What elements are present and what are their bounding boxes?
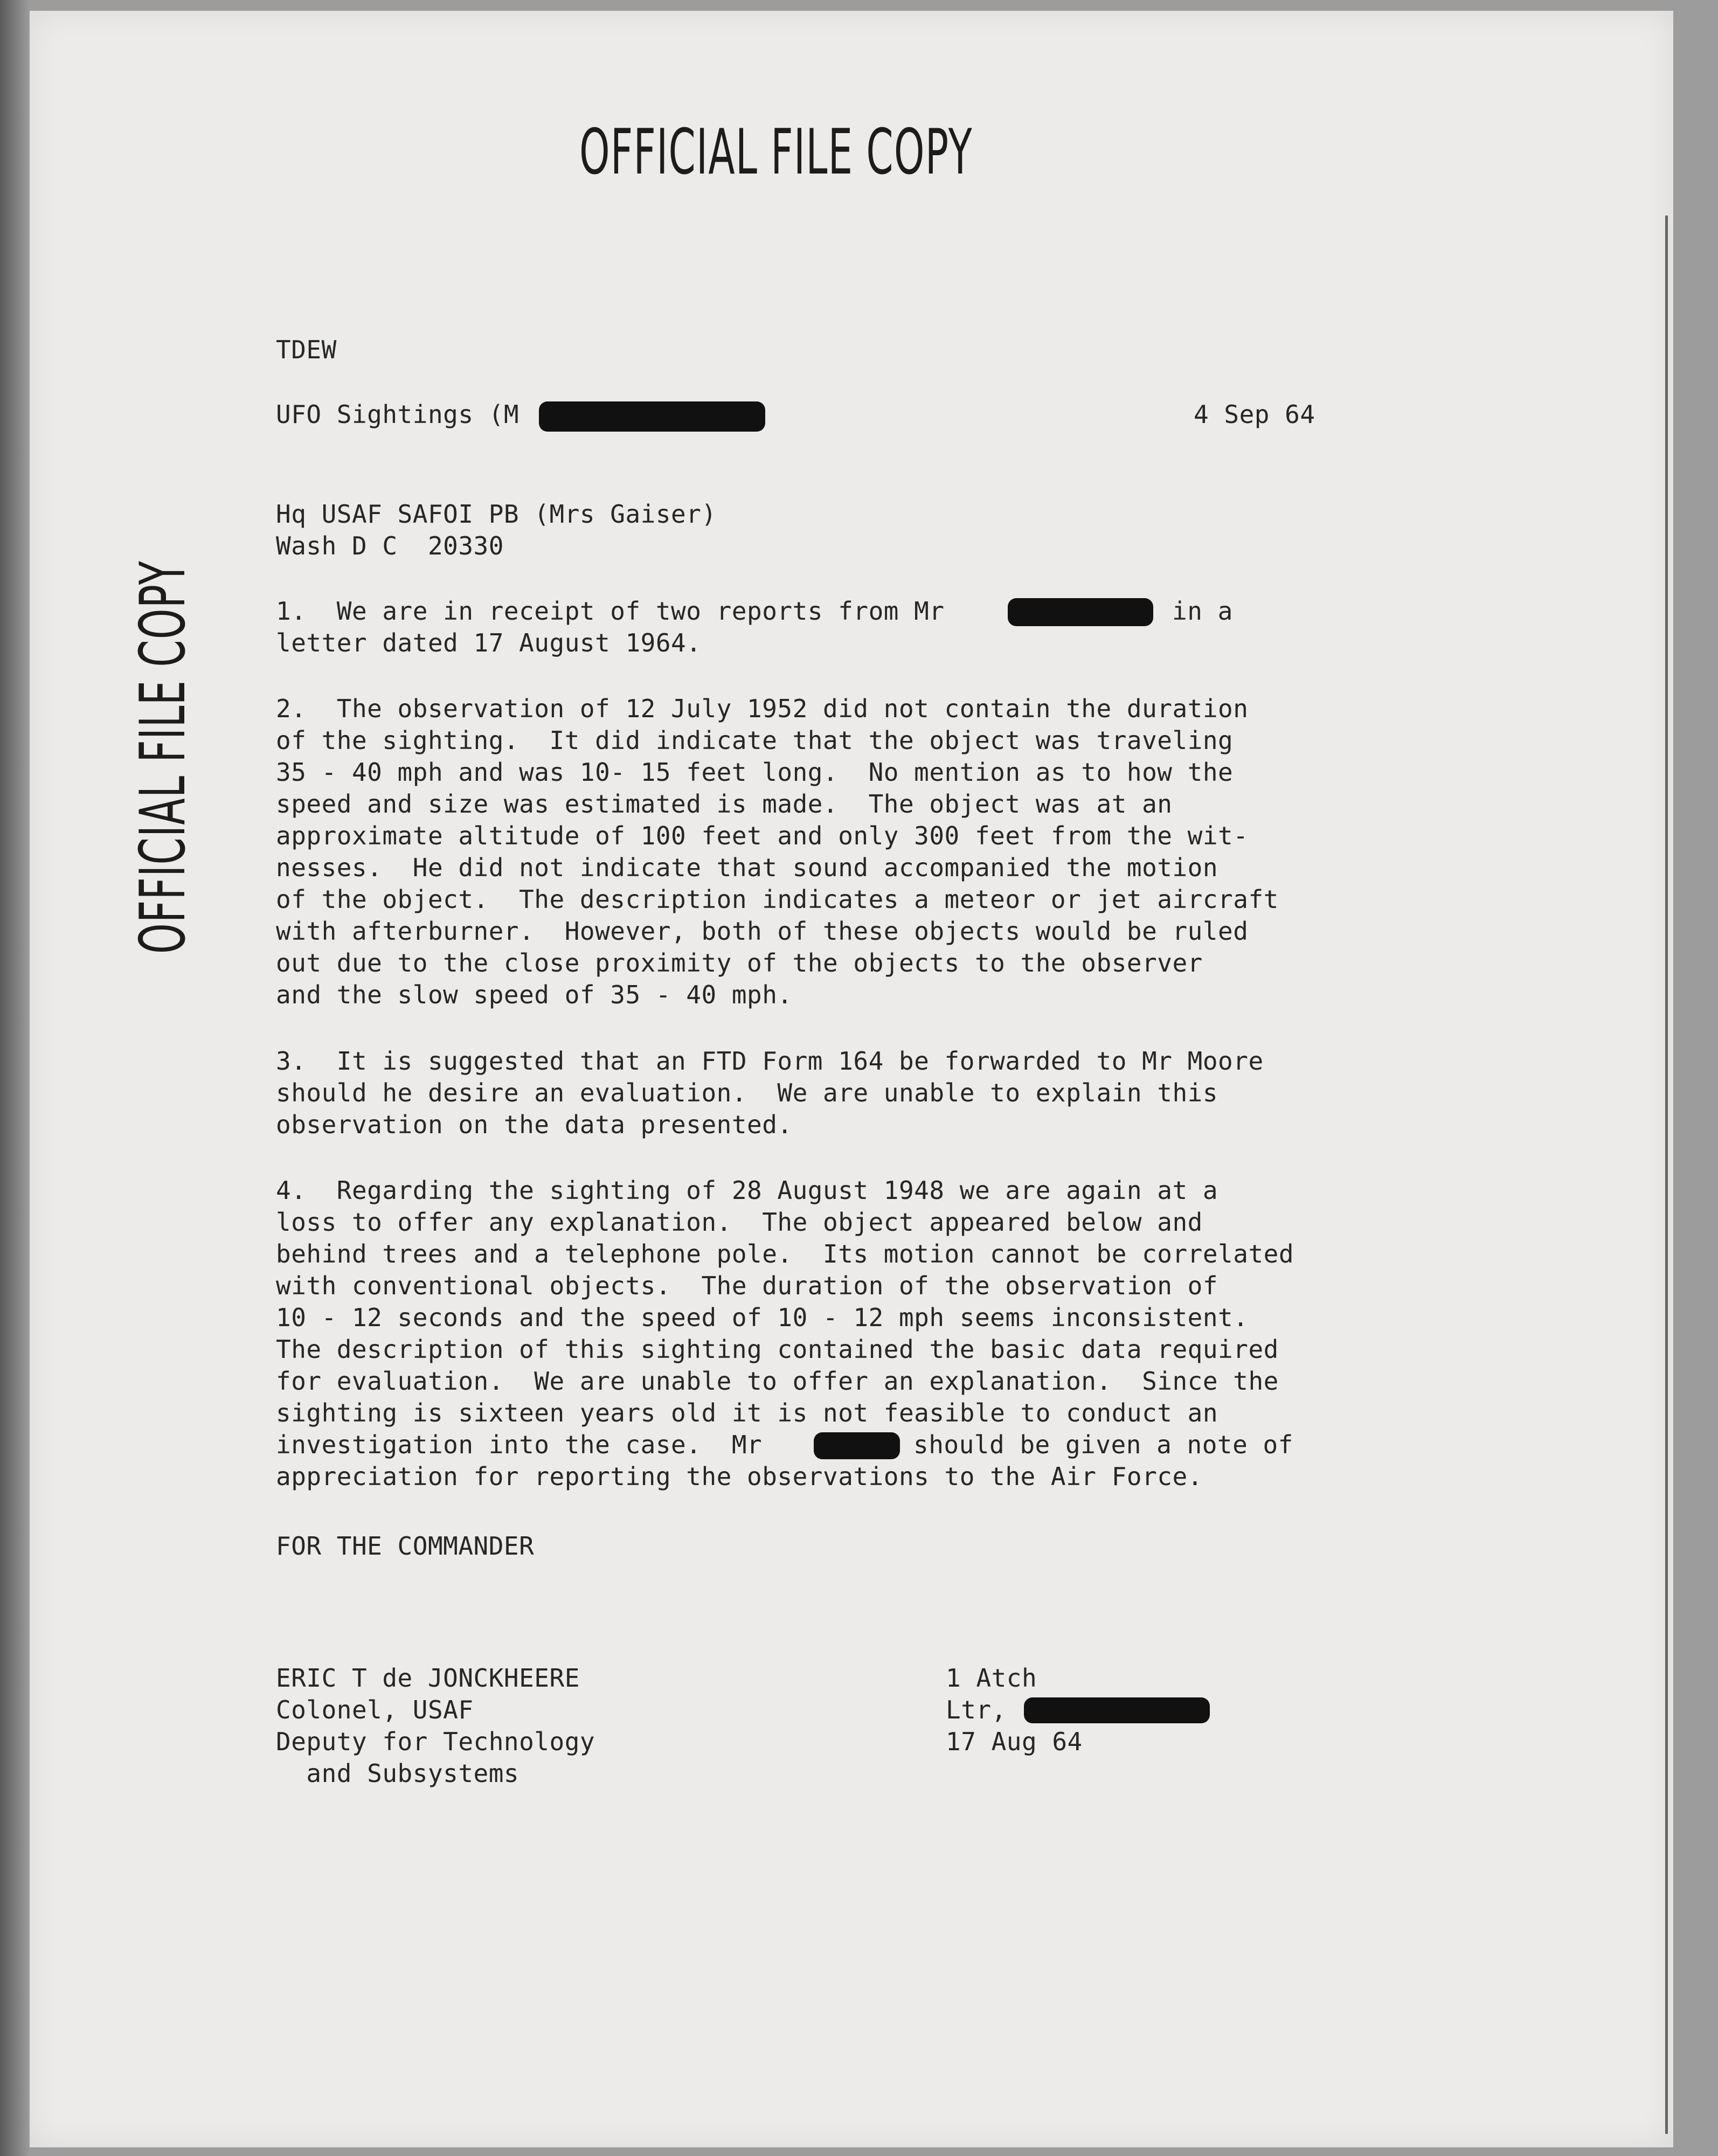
redaction-bar xyxy=(1008,598,1153,626)
paragraph-4-line-8: sighting is sixteen years old it is not feasible to conduct an xyxy=(276,1398,1218,1427)
paragraph-2-line-9: out due to the close proximity of the objects to the observer xyxy=(276,948,1203,978)
paragraph-2-line-8: with afterburner. However, both of these objects would be ruled xyxy=(276,917,1249,946)
paragraph-4-line-9b: should be given a note of xyxy=(913,1430,1293,1459)
paragraph-1-line-1a: 1. We are in receipt of two reports from Mr xyxy=(276,597,945,626)
paragraph-4-line-4: with conventional objects. The duration of the observation of xyxy=(276,1271,1218,1300)
redaction-bar xyxy=(539,401,765,432)
signature-title-2: and Subsystems xyxy=(276,1759,519,1788)
office-symbol: TDEW xyxy=(276,335,337,364)
addressee-line-2: Wash D C 20330 xyxy=(276,531,504,560)
addressee-line-1: Hq USAF SAFOI PB (Mrs Gaiser) xyxy=(276,500,717,529)
paragraph-2-line-3: 35 - 40 mph and was 10- 15 feet long. No mention as to how the xyxy=(276,758,1234,787)
signature-name: ERIC T de JONCKHEERE xyxy=(276,1663,580,1693)
signature-title-1: Deputy for Technology xyxy=(276,1727,595,1756)
paragraph-2-line-4: speed and size was estimated is made. The object was at an xyxy=(276,789,1173,819)
subject-line: UFO Sightings (M xyxy=(276,400,519,429)
official-file-copy-stamp-side: OFFICIAL FILE COPY xyxy=(127,560,199,954)
paragraph-2-line-1: 2. The observation of 12 July 1952 did not contain the duration xyxy=(276,694,1249,723)
paragraph-3-line-2: should he desire an evaluation. We are unable to explain this xyxy=(276,1078,1218,1107)
page-edge-line xyxy=(1665,216,1668,2134)
closing-line: FOR THE COMMANDER xyxy=(276,1531,535,1561)
paragraph-2-line-6: nesses. He did not indicate that sound accompanied the motion xyxy=(276,853,1218,882)
paragraph-4-line-2: loss to offer any explanation. The object appeared below and xyxy=(276,1208,1203,1237)
redaction-bar xyxy=(814,1432,900,1459)
paragraph-2-line-7: of the object. The description indicates a meteor or jet aircraft xyxy=(276,885,1279,914)
attachment-letter: Ltr, xyxy=(946,1695,1007,1724)
signature-rank: Colonel, USAF xyxy=(276,1695,474,1724)
paragraph-4-line-10: appreciation for reporting the observations to the Air Force. xyxy=(276,1462,1203,1491)
paragraph-4-line-3: behind trees and a telephone pole. Its motion cannot be correlated xyxy=(276,1239,1294,1268)
paragraph-4-line-7: for evaluation. We are unable to offer an explanation. Since the xyxy=(276,1367,1279,1396)
memo-date: 4 Sep 64 xyxy=(1194,400,1315,429)
paragraph-4-line-1: 4. Regarding the sighting of 28 August 1948 we are again at a xyxy=(276,1176,1218,1205)
film-edge-shadow xyxy=(0,0,30,2156)
attachment-date: 17 Aug 64 xyxy=(946,1727,1083,1756)
paragraph-1-line-1b: in a xyxy=(1172,597,1233,626)
attachment-count: 1 Atch xyxy=(946,1663,1037,1693)
paragraph-4-line-6: The description of this sighting contained the basic data required xyxy=(276,1335,1279,1364)
paragraph-2-line-10: and the slow speed of 35 - 40 mph. xyxy=(276,980,793,1009)
official-file-copy-stamp-top: OFFICIAL FILE COPY xyxy=(579,116,973,189)
paragraph-2-line-2: of the sighting. It did indicate that the object was traveling xyxy=(276,726,1234,755)
paragraph-3-line-1: 3. It is suggested that an FTD Form 164 be forwarded to Mr Moore xyxy=(276,1046,1264,1076)
paragraph-2-line-5: approximate altitude of 100 feet and only 300 feet from the wit- xyxy=(276,821,1249,850)
paragraph-4-line-9a: investigation into the case. Mr xyxy=(276,1430,763,1459)
paragraph-3-line-3: observation on the data presented. xyxy=(276,1110,793,1139)
paragraph-4-line-5: 10 - 12 seconds and the speed of 10 - 12 mph seems inconsistent. xyxy=(276,1303,1249,1332)
redaction-bar xyxy=(1024,1697,1210,1723)
paragraph-1-line-2: letter dated 17 August 1964. xyxy=(276,628,702,657)
